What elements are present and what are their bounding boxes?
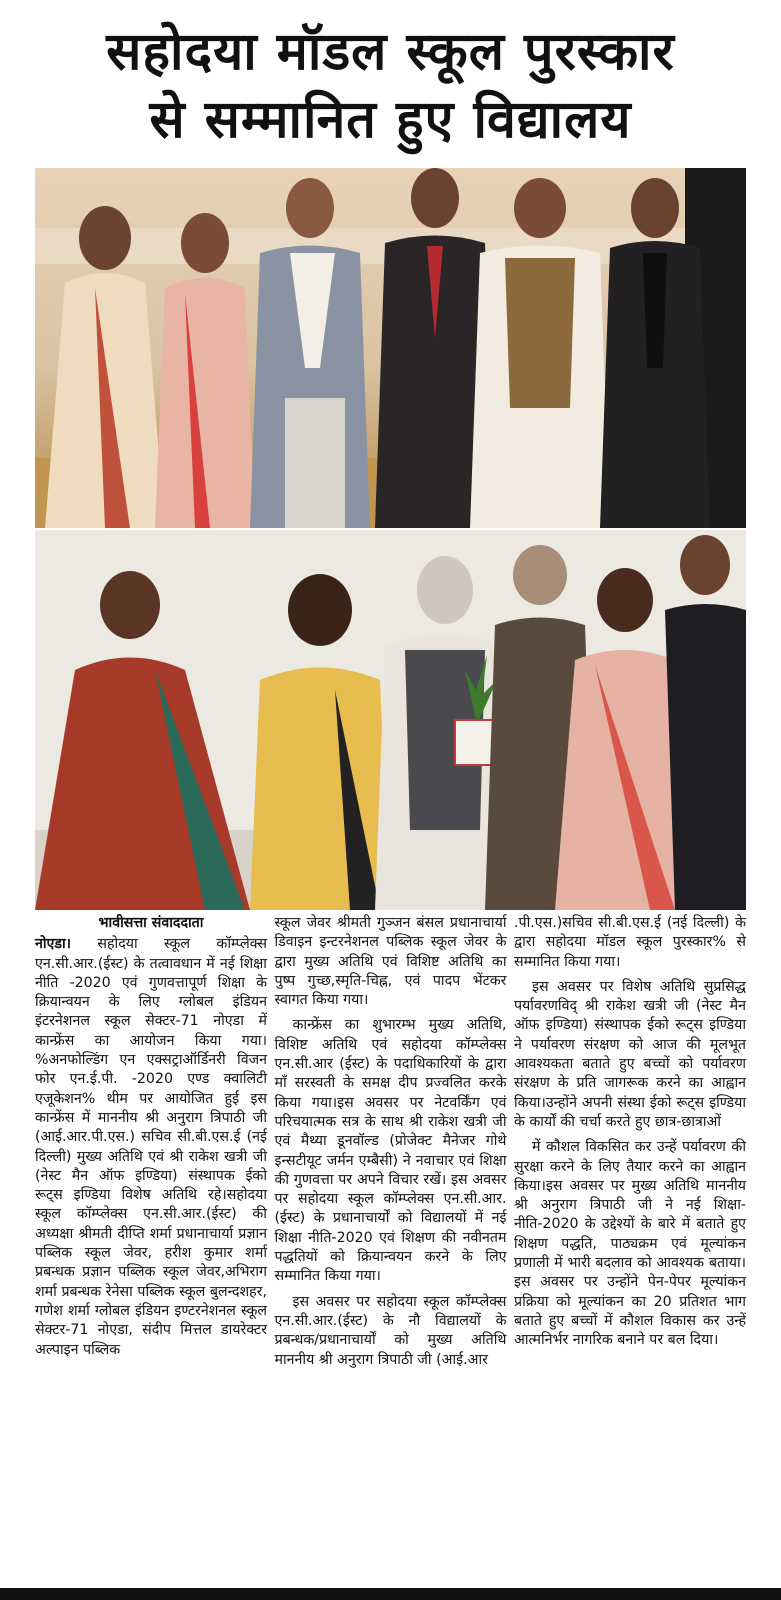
article-paragraph: इस अवसर पर सहोदया स्कूल कॉम्प्लेक्स एन.सी.आर.(ईस्ट) के नौ विद्यालयों के प्रबन्धक/प्रधानाचार्यों को मुख्य अतिथि माननीय श्री अनुराग त्रिपाठी जी (आई.आर: [274, 1293, 507, 1368]
article-paragraph: में कौशल विकसित कर उन्हें पर्यावरण की सुरक्षा करने के लिए तैयार करने का आह्वान किया।इस अवसर पर मुख्य अतिथि माननीय श्री अनुराग त्रिपाठी जी ने नई शिक्षा-नीति-2020 के उद्देश्यों के बारे में बताते हुए शिक्षण पद्धति, पाठ्यक्रम एवं मूल्यांकन प्रणाली में भारी बदलाव को आवश्यक बताया। इस अवसर पर उन्होंने पेन-पेपर मूल्यांकन प्रक्रिया को मूल्यांकन का 20 प्रतिशत भाग बताते हुए बच्चों में कौशल विकास कर उन्हें आत्मनिर्भर नागरिक बनाने पर बल दिया।: [514, 1139, 746, 1349]
article-column-3: [514, 914, 746, 1594]
article-paragraph: .पी.एस.)सचिव सी.बी.एस.ई (नई दिल्ली) के द्वारा सहोदया मॉडल स्कूल पुरस्कार% से सम्मानित किया गया।: [514, 915, 746, 970]
top-photo-group: [35, 168, 746, 528]
bottom-photo-plant-presentation: [35, 530, 746, 910]
article-paragraph-text: सहोदया स्कूल कॉम्प्लेक्स एन.सी.आर.(ईस्ट) के तत्वावधान में नई शिक्षा नीति -2020 एवं गुणवत्तापूर्ण शिक्षा के क्रियान्वयन के लिए ग्लोबल इंडियन इंटरनेशनल स्कूल सेक्टर-71 नोएडा में कान्फ्रेंस का आयोजन किया गया। %अनफोल्डिंग एन एक्सट्राऑर्डिनरी विजन फोर एन.ई.पी. -2020 एण्ड क्वालिटी एजूकेशन% थीम पर आयोजित हुई इस कान्फ्रेंस में माननीय श्री अनुराग त्रिपाठी जी (आई.आर.पी.एस.) सचिव सी.बी.एस.ई (नई दिल्ली) मुख्य अतिथि एवं श्री राकेश खत्री जी (नेस्ट मैन ऑफ इण्डिया) संस्थापक ईको रूट्स इण्डिया विशेष अतिथि रहे।सहोदया स्कूल कॉम्प्लेक्स एन.सी.आर.(ईस्ट) की अध्यक्षा श्रीमती दीप्ति शर्मा प्रधानाचार्या प्रज्ञान पब्लिक स्कूल जेवर, हरीश कुमार शर्मा प्रबन्धक प्रज्ञान पब्लिक स्कूल जेवर,अभिराग शर्मा प्रबन्धक रेनेसा पब्लिक स्कूल बुलन्दशहर, गणेश शर्मा ग्लोबल इंडियन इण्टरनेशनल स्कूल सेक्टर-71 नोएडा, संदीप मित्तल डायरेक्टर अल्पाइन पब्लिक: [35, 936, 267, 1358]
headline-line-2: से सम्मानित हुए विद्यालय: [149, 90, 632, 150]
article-body: [35, 914, 746, 1594]
article-paragraph: [35, 935, 267, 1360]
article-paragraph: स्कूल जेवर श्रीमती गुञ्जन बंसल प्रधानाचार्या डिवाइन इन्टरनेशनल पब्लिक स्कूल जेवर के द्वारा मुख्य अतिथि एवं विशिष्ट अतिथि का पुष्प गुच्छ,स्मृति-चिह्न, एवं पादप भेंटकर स्वागत किया गया।: [274, 915, 507, 1009]
article-paragraph: कान्फ्रेंस का शुभारम्भ मुख्य अतिथि, विशिष्ट अतिथि एवं सहोदया कॉम्प्लेक्स एन.सी.आर (ईस्ट) के पदाधिकारियों के द्वारा माँ सरस्वती के समक्ष दीप प्रज्वलित करके किया गया।इस अवसर पर नेटवर्किंग एवं परिचयात्मक सत्र के साथ श्री राकेश खत्री जी एवं मैथ्या डूनवॉल्ड (प्रोजेक्ट मैनेजर गोथे इन्सटीयूट जर्मन एम्बैसी) ने नवाचार एवं शिक्षा की गुणवत्ता पर अपने विचार रखें। इस अवसर पर सहोदया स्कूल कॉम्प्लेक्स एन.सी.आर.(ईस्ट) के प्रधानाचार्यों को विद्यालयों में नई शिक्षा नीति-2020 एवं शिक्षण की नवीनतम पद्धतियों को क्रियान्वयन करने के लिए सम्मानित किया गया।: [274, 1017, 507, 1285]
article-column-1: [35, 914, 267, 1594]
headline: [0, 18, 781, 154]
headline-line-1: सहोदया मॉडल स्कूल पुरस्कार: [106, 22, 675, 82]
article-paragraph: इस अवसर पर विशेष अतिथि सुप्रसिद्ध पर्यावरणविद् श्री राकेश खत्री जी (नेस्ट मैन ऑफ इण्डिया) संस्थापक ईको रूट्स इण्डिया ने पर्यावरण संरक्षण को आज की मूलभूत आवश्यकता बताते हुए बच्चों को पर्यावरण संरक्षण के प्रति जागरूक करने का आह्वान किया।उन्होंने अपनी संस्था ईको रूट्स इण्डिया के कार्यों की चर्चा करते हुए छात्र-छात्राओं: [514, 978, 746, 1130]
bottom-photo-illustration: [35, 530, 746, 910]
next-headline-cutoff: [0, 1588, 781, 1600]
top-photo-illustration: [35, 168, 746, 528]
article-column-2: [275, 914, 507, 1594]
article-dateline: नोएडा।: [35, 936, 72, 953]
article-byline: भावीसत्ता संवाददाता: [98, 915, 204, 931]
